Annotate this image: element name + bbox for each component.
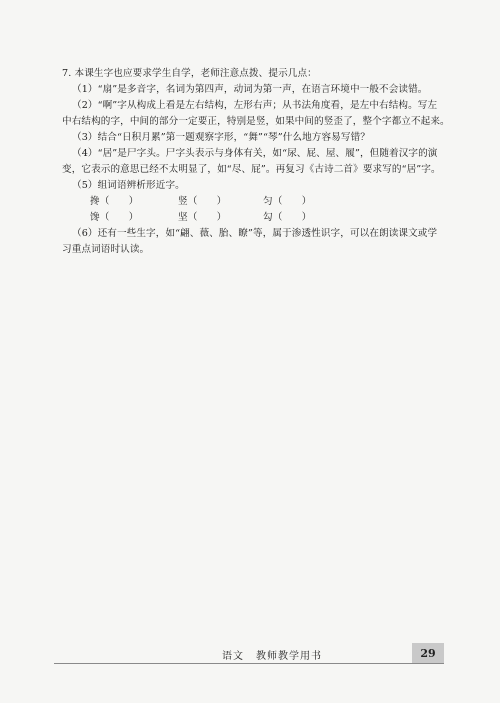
word-blank: 竖（ ） [178, 196, 227, 207]
note-4-line-2: 变，它表示的意思已经不太明显了，如“尽、屁”。再复习《古诗二首》要求写的“居”字。 [62, 164, 441, 175]
note-6-line-2: 习重点词语时认读。 [62, 244, 150, 255]
note-1: （1）“扇”是多音字，名词为第四声，动词为第一声，在语言环境中一般不会读错。 [72, 84, 428, 95]
note-4-line-1: （4）“居”是尸字头。尸字头表示与身体有关，如“尿、屁、屋、履”，但随着汉字的演 [72, 148, 438, 159]
note-6-line-1: （6）还有一些生字，如“翩、薇、胎、瞭”等，属于渗透性识字，可以在朗读课文或学 [72, 228, 438, 239]
note-2-line-1: （2）“啊”字从构成上看是左右结构，左形右声；从书法角度看，是左中右结构。写左 [72, 100, 438, 111]
word-blank: 馋（ ） [90, 212, 139, 223]
lesson-notes [62, 66, 450, 258]
footer-book-title: 教师教学用书 [256, 651, 322, 662]
word-blank: 搀（ ） [90, 196, 139, 207]
note-3: （3）结合“日积月累”第一题观察字形，“舞”“琴”什么地方容易写错？ [72, 132, 370, 143]
word-blank: 勾（ ） [263, 212, 312, 223]
word-exercise-row-1 [62, 194, 442, 210]
note-5: （5）组词语辨析形近字。 [72, 180, 185, 191]
word-exercise-row-2 [62, 210, 442, 226]
word-blank: 坚（ ） [178, 212, 227, 223]
footer-divider [54, 663, 444, 664]
word-blank: 匀（ ） [263, 196, 312, 207]
page-number: 29 [412, 643, 444, 663]
page-footer [222, 647, 322, 662]
footer-subject: 语文 [222, 651, 244, 662]
section-heading: 7. 本课生字也应要求学生自学，老师注意点拨、提示几点： [62, 68, 317, 79]
note-2-line-2: 中右结构的字，中间的部分一定要正，特别是竖，如果中间的竖歪了，整个字都立不起来。 [62, 116, 450, 127]
